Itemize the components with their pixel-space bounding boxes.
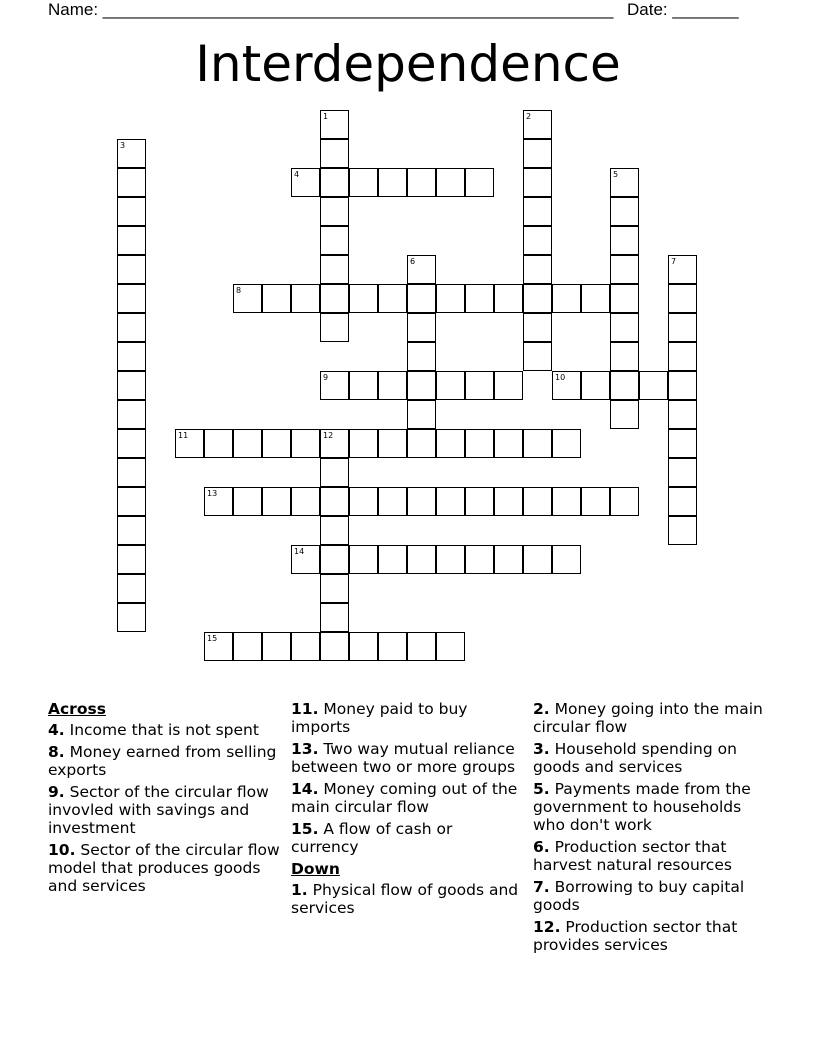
crossword-cell[interactable] [117,342,146,371]
crossword-cell[interactable] [523,168,552,197]
crossword-cell[interactable] [117,458,146,487]
clue-down-6 [533,838,765,874]
crossword-cell[interactable] [436,632,465,661]
crossword-cell[interactable] [407,632,436,661]
crossword-cell[interactable] [262,632,291,661]
crossword-cell[interactable] [610,168,639,197]
cell-number: 10 [555,373,566,382]
clue-across-15 [291,820,523,856]
clue-number: 10. [48,841,76,859]
clue-across-14 [291,780,523,816]
clue-number: 6. [533,838,550,856]
crossword-cell[interactable] [349,545,378,574]
crossword-cell[interactable] [436,545,465,574]
crossword-cell[interactable] [291,168,320,197]
crossword-cell[interactable] [320,255,349,284]
crossword-cell[interactable] [378,371,407,400]
clue-text: Money earned from selling exports [48,743,277,779]
clue-across-9 [48,783,280,837]
crossword-cell[interactable] [668,255,697,284]
clue-number: 9. [48,783,65,801]
crossword-cell[interactable] [668,516,697,545]
crossword-cell[interactable] [465,487,494,516]
clue-across-4 [48,721,280,739]
crossword-cell[interactable] [668,342,697,371]
crossword-cell[interactable] [523,429,552,458]
crossword-cell[interactable] [552,429,581,458]
cell-number: 4 [294,170,300,179]
crossword-cell[interactable] [494,545,523,574]
crossword-cell[interactable] [117,429,146,458]
crossword-cell[interactable] [233,284,262,313]
crossword-cell[interactable] [117,284,146,313]
crossword-cell[interactable] [436,429,465,458]
crossword-cell[interactable] [117,545,146,574]
cell-number: 5 [613,170,619,179]
crossword-cell[interactable] [668,313,697,342]
clue-number: 15. [291,820,319,838]
crossword-cell[interactable] [378,429,407,458]
crossword-cell[interactable] [581,284,610,313]
clue-number: 1. [291,881,308,899]
across-heading: Across [48,700,106,718]
clue-column-1 [48,700,280,899]
crossword-cell[interactable] [523,255,552,284]
crossword-cell[interactable] [523,487,552,516]
crossword-cell[interactable] [407,545,436,574]
crossword-cell[interactable] [610,342,639,371]
crossword-cell[interactable] [349,371,378,400]
clue-across-13 [291,740,523,776]
cell-number: 1 [323,112,329,121]
crossword-cell[interactable] [523,110,552,139]
clue-across-10 [48,841,280,895]
crossword-cell[interactable] [523,139,552,168]
crossword-cell[interactable] [233,487,262,516]
clue-text: Borrowing to buy capital goods [533,878,745,914]
crossword-cell[interactable] [668,371,697,400]
crossword-cell[interactable] [436,487,465,516]
crossword-cell[interactable] [494,487,523,516]
crossword-cell[interactable] [581,487,610,516]
clue-down-1 [291,881,523,917]
crossword-cell[interactable] [610,197,639,226]
crossword-cell[interactable] [465,371,494,400]
crossword-cell[interactable] [175,429,204,458]
crossword-cell[interactable] [117,487,146,516]
clue-text: Production sector that provides services [533,918,738,954]
crossword-cell[interactable] [523,313,552,342]
crossword-cell[interactable] [465,429,494,458]
crossword-cell[interactable] [320,139,349,168]
clue-across-8 [48,743,280,779]
crossword-cell[interactable] [407,487,436,516]
clue-text: Money coming out of the main circular flow [291,780,518,816]
cell-number: 14 [294,547,305,556]
crossword-cell[interactable] [610,226,639,255]
crossword-cell[interactable] [204,632,233,661]
crossword-cell[interactable] [668,429,697,458]
crossword-cell[interactable] [320,313,349,342]
down-heading: Down [291,860,340,878]
crossword-cell[interactable] [639,371,668,400]
crossword-cell[interactable] [465,545,494,574]
crossword-cell[interactable] [320,632,349,661]
crossword-cell[interactable] [610,400,639,429]
clue-text: Production sector that harvest natural resources [533,838,732,874]
crossword-cell[interactable] [117,516,146,545]
cell-number: 13 [207,489,218,498]
crossword-cell[interactable] [523,197,552,226]
clue-column-2 [291,700,523,921]
crossword-cell[interactable] [262,429,291,458]
crossword-cell[interactable] [523,284,552,313]
clue-down-7 [533,878,765,914]
crossword-cell[interactable] [320,197,349,226]
cell-number: 3 [120,141,126,150]
cell-number: 6 [410,257,416,266]
clue-column-3 [533,700,765,958]
clue-text: Physical flow of goods and services [291,881,519,917]
crossword-cell[interactable] [320,516,349,545]
crossword-cell[interactable] [523,342,552,371]
crossword-cell[interactable] [233,632,262,661]
crossword-cell[interactable] [436,168,465,197]
crossword-cell[interactable] [610,284,639,313]
crossword-cell[interactable] [320,545,349,574]
crossword-cell[interactable] [349,632,378,661]
crossword-cell[interactable] [581,371,610,400]
clue-number: 2. [533,700,550,718]
crossword-cell[interactable] [320,603,349,632]
clue-number: 3. [533,740,550,758]
crossword-cell[interactable] [320,110,349,139]
date-field-label: Date: _______ [627,0,739,19]
crossword-cell[interactable] [668,487,697,516]
crossword-cell[interactable] [117,574,146,603]
crossword-cell[interactable] [552,371,581,400]
crossword-cell[interactable] [668,284,697,313]
crossword-cell[interactable] [610,487,639,516]
crossword-cell[interactable] [349,168,378,197]
crossword-cell[interactable] [378,284,407,313]
clue-number: 7. [533,878,550,896]
crossword-cell[interactable] [610,255,639,284]
cell-number: 15 [207,634,218,643]
crossword-cell[interactable] [407,255,436,284]
crossword-cell[interactable] [204,429,233,458]
crossword-cell[interactable] [262,284,291,313]
clue-text: Money going into the main circular flow [533,700,763,736]
clue-number: 13. [291,740,319,758]
crossword-cell[interactable] [610,371,639,400]
crossword-cell[interactable] [291,632,320,661]
crossword-cell[interactable] [378,487,407,516]
crossword-cell[interactable] [378,545,407,574]
cell-number: 2 [526,112,532,121]
crossword-cell[interactable] [349,429,378,458]
clue-text: Income that is not spent [69,721,259,739]
clue-number: 8. [48,743,65,761]
crossword-cell[interactable] [552,284,581,313]
crossword-cell[interactable] [320,168,349,197]
crossword-cell[interactable] [291,487,320,516]
clue-down-12 [533,918,765,954]
crossword-cell[interactable] [436,371,465,400]
crossword-cell[interactable] [436,284,465,313]
crossword-cell[interactable] [204,487,233,516]
clue-text: Household spending on goods and services [533,740,737,776]
crossword-cell[interactable] [407,400,436,429]
crossword-cell[interactable] [320,458,349,487]
cell-number: 9 [323,373,329,382]
crossword-cell[interactable] [117,313,146,342]
crossword-cell[interactable] [233,429,262,458]
crossword-cell[interactable] [407,371,436,400]
clue-down-2 [533,700,765,736]
clue-text: Sector of the circular flow invovled with savings and investment [48,783,269,837]
crossword-cell[interactable] [117,400,146,429]
crossword-cell[interactable] [117,603,146,632]
clue-text: A flow of cash or currency [291,820,453,856]
name-field-label: Name: ______________________________________________________ [48,0,614,19]
clue-number: 11. [291,700,319,718]
clue-number: 12. [533,918,561,936]
crossword-cell[interactable] [117,168,146,197]
cell-number: 7 [671,257,677,266]
crossword-cell[interactable] [494,371,523,400]
cell-number: 12 [323,431,334,440]
crossword-cell[interactable] [465,284,494,313]
crossword-cell[interactable] [117,255,146,284]
crossword-cell[interactable] [117,226,146,255]
crossword-cell[interactable] [552,545,581,574]
clue-text: Payments made from the government to households who don't work [533,780,751,834]
crossword-cell[interactable] [117,197,146,226]
crossword-cell[interactable] [523,226,552,255]
crossword-cell[interactable] [465,168,494,197]
clue-number: 14. [291,780,319,798]
crossword-cell[interactable] [320,487,349,516]
puzzle-title: Interdependence [195,35,621,93]
crossword-cell[interactable] [523,545,552,574]
clue-text: Money paid to buy imports [291,700,468,736]
crossword-cell[interactable] [262,487,291,516]
crossword-cell[interactable] [378,632,407,661]
crossword-cell[interactable] [320,371,349,400]
crossword-cell[interactable] [407,168,436,197]
crossword-cell[interactable] [407,284,436,313]
crossword-cell[interactable] [610,313,639,342]
clue-across-11 [291,700,523,736]
cell-number: 11 [178,431,189,440]
cell-number: 8 [236,286,242,295]
crossword-cell[interactable] [349,284,378,313]
crossword-cell[interactable] [407,342,436,371]
crossword-cell[interactable] [494,284,523,313]
clue-number: 4. [48,721,65,739]
crossword-cell[interactable] [320,429,349,458]
crossword-cell[interactable] [378,168,407,197]
crossword-cell[interactable] [668,458,697,487]
crossword-cell[interactable] [349,487,378,516]
clue-down-3 [533,740,765,776]
clue-down-5 [533,780,765,834]
crossword-cell[interactable] [407,313,436,342]
crossword-cell[interactable] [320,574,349,603]
clue-text: Sector of the circular flow model that produces goods and services [48,841,280,895]
crossword-cell[interactable] [291,284,320,313]
crossword-cell[interactable] [117,139,146,168]
crossword-cell[interactable] [407,429,436,458]
crossword-cell[interactable] [668,400,697,429]
crossword-cell[interactable] [320,226,349,255]
crossword-cell[interactable] [291,545,320,574]
crossword-cell[interactable] [291,429,320,458]
clue-number: 5. [533,780,550,798]
clue-text: Two way mutual reliance between two or more groups [291,740,516,776]
crossword-cell[interactable] [320,284,349,313]
crossword-cell[interactable] [552,487,581,516]
crossword-cell[interactable] [494,429,523,458]
crossword-cell[interactable] [117,371,146,400]
